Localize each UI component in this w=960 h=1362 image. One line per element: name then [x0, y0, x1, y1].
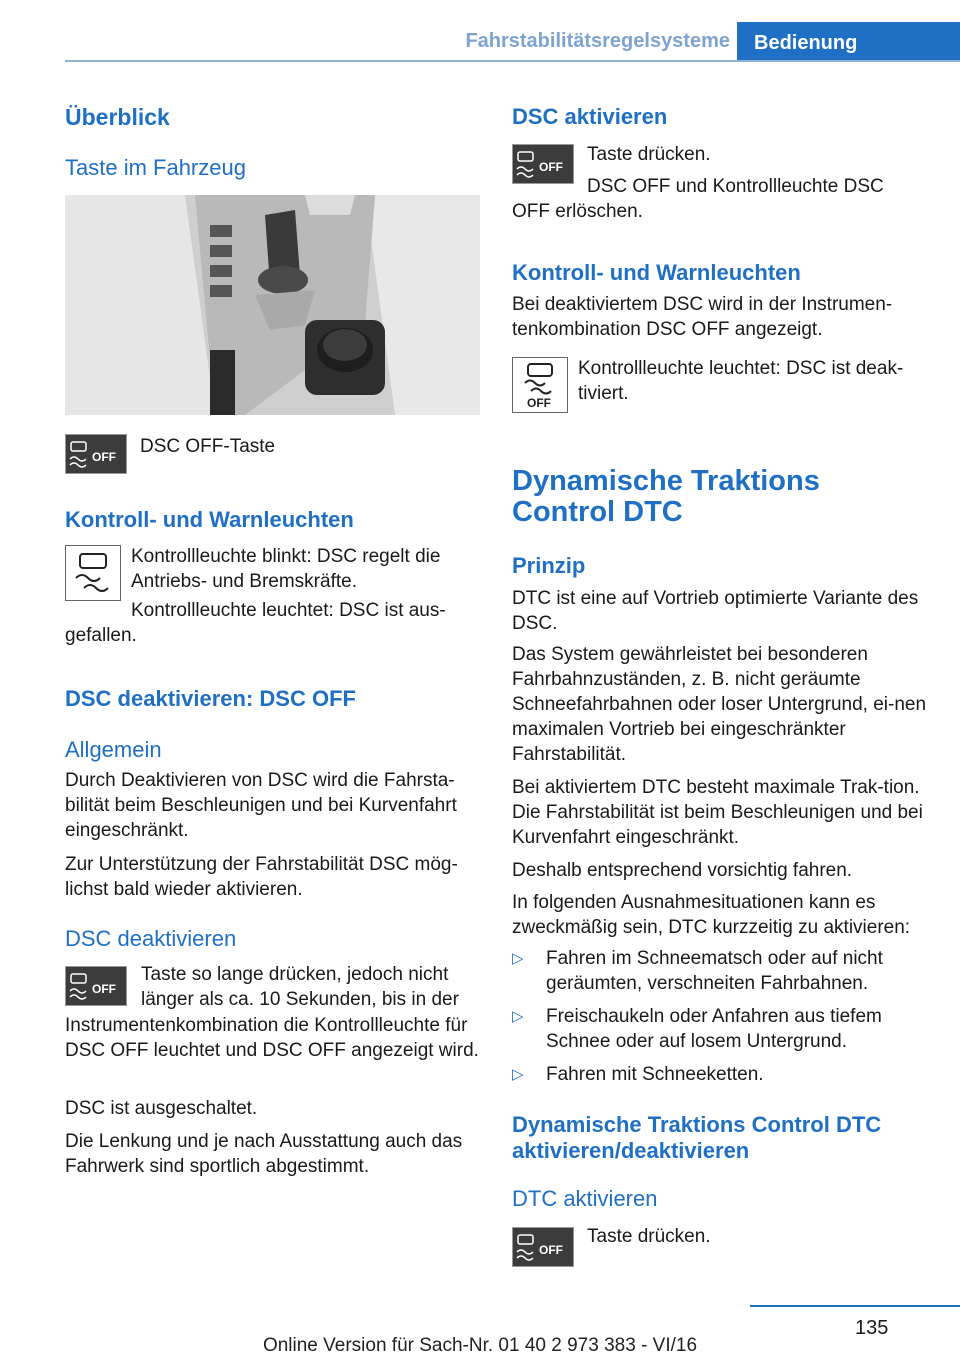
bullet-text: Fahren im Schneematsch oder auf nicht geräumten, verschneiten Fahrbahnen.	[546, 948, 883, 994]
dtc-off-button-icon	[512, 1227, 574, 1267]
principle-p3: Bei aktiviertem DTC besteht maximale Trak-tion. Die Fahrstabilität ist beim Beschleunigen und bei Kurvenfahrt eingeschränkt.	[512, 777, 923, 848]
bullet-item	[512, 1062, 930, 1087]
dsc-activate-p2b: OFF erlöschen.	[512, 201, 643, 222]
console-illustration	[65, 195, 480, 415]
svg-text:OFF: OFF	[92, 982, 116, 996]
header-chapter-tab: Bedienung	[737, 22, 960, 62]
bullet-text: Fahren mit Schneeketten.	[546, 1064, 764, 1085]
right-lights-p2: Kontrollleuchte leuchtet: DSC ist deak-tiviert.	[578, 358, 904, 404]
button-caption: DSC OFF-Taste	[140, 436, 276, 457]
left-lights-heading: Kontroll- und Warnleuchten	[65, 507, 354, 532]
general-p1: Durch Deaktivieren von DSC wird die Fahrsta-bilität beim Beschleunigen und bei Kurvenfahrt eingeschränkt.	[65, 770, 457, 841]
right-lights-heading: Kontroll- und Warnleuchten	[512, 260, 801, 285]
deactivate-section-heading: DSC deaktivieren: DSC OFF	[65, 686, 356, 711]
right-lights-p1: Bei deaktiviertem DSC wird in der Instrumen-tenkombination DSC OFF angezeigt.	[512, 294, 893, 340]
bullet-triangle-icon: ▷	[512, 1066, 524, 1083]
page-number: 135	[855, 1317, 889, 1339]
dsc-deactivate-p1b: Instrumentenkombination die Kontrollleuchte für DSC OFF leuchtet und DSC OFF angezeigt wird.	[65, 1015, 479, 1061]
svg-text:OFF: OFF	[539, 160, 563, 174]
bullet-triangle-icon: ▷	[512, 1008, 524, 1025]
left-lights-p2b: gefallen.	[65, 625, 137, 646]
dsc-activate-p1: Taste drücken.	[587, 144, 711, 165]
left-lights-p2a: Kontrollleuchte leuchtet: DSC ist aus-	[131, 600, 446, 621]
footer-rule	[750, 1305, 960, 1307]
general-p2: Zur Unterstützung der Fahrstabilität DSC mög-lichst bald wieder aktivieren.	[65, 854, 458, 900]
dsc-warning-lamp-icon	[65, 545, 121, 601]
dtc-activate-heading: DTC aktivieren	[512, 1186, 658, 1211]
header-rule	[65, 60, 960, 62]
dsc-activate-p2a: DSC OFF und Kontrollleuchte DSC	[587, 176, 884, 197]
dsc-deactivate-heading: DSC deaktivieren	[65, 926, 237, 951]
dsc-off-button-icon-2	[65, 966, 127, 1006]
bullet-triangle-icon: ▷	[512, 950, 524, 967]
principle-p5: In folgenden Ausnahmesituationen kann es zweckmäßig sein, DTC kurzzeitig zu aktivieren:	[512, 892, 911, 938]
dtc-title-line1: Dynamische Traktions	[512, 465, 820, 497]
general-heading: Allgemein	[65, 737, 162, 762]
bullet-text: Freischaukeln oder Anfahren aus tiefem Schnee oder auf losem Untergrund.	[546, 1006, 882, 1052]
left-lights-p1: Kontrollleuchte blinkt: DSC regelt die Antriebs- und Bremskräfte.	[131, 546, 441, 592]
dsc-off-lamp-icon	[512, 357, 568, 413]
principle-p2: Das System gewährleistet bei besonderen Fahrbahnzuständen, z. B. nicht geräumte Schneefahrbahnen oder loser Untergrund, ei-nen maximalen Vortrieb bei eingeschränkter Fahrstabilität.	[512, 644, 927, 765]
principle-p4: Deshalb entsprechend vorsichtig fahren.	[512, 860, 853, 881]
dsc-deactivate-p3: Die Lenkung und je nach Ausstattung auch das Fahrwerk sind sportlich abgestimmt.	[65, 1131, 463, 1177]
dtc-title-line2: Control DTC	[512, 496, 683, 528]
bullet-item	[512, 1004, 930, 1054]
vehicle-console-photo	[65, 195, 480, 415]
svg-text:OFF: OFF	[527, 396, 551, 410]
bullet-item	[512, 946, 930, 996]
dsc-deactivate-p1a: Taste so lange drücken, jedoch nicht länger als ca. 10 Sekunden, bis in der	[141, 964, 459, 1010]
dtc-toggle-heading: Dynamische Traktions Control DTC aktivieren/deaktivieren	[512, 1112, 882, 1163]
header-section-title: Fahrstabilitätsregelsysteme	[465, 30, 730, 52]
dsc-off-button-icon	[65, 434, 127, 474]
svg-text:OFF: OFF	[539, 1243, 563, 1257]
dsc-activate-heading: DSC aktivieren	[512, 104, 668, 129]
dsc-deactivate-p2: DSC ist ausgeschaltet.	[65, 1098, 258, 1119]
svg-text:OFF: OFF	[92, 450, 116, 464]
button-heading: Taste im Fahrzeug	[65, 155, 246, 180]
footer-text: Online Version für Sach-Nr. 01 40 2 973 383 - VI/16	[262, 1335, 698, 1356]
principle-p1: DTC ist eine auf Vortrieb optimierte Variante des DSC.	[512, 588, 919, 634]
principle-heading: Prinzip	[512, 553, 586, 578]
overview-heading: Überblick	[65, 104, 170, 130]
dtc-activate-p1: Taste drücken.	[587, 1226, 711, 1247]
dsc-off-button-icon-3	[512, 144, 574, 184]
